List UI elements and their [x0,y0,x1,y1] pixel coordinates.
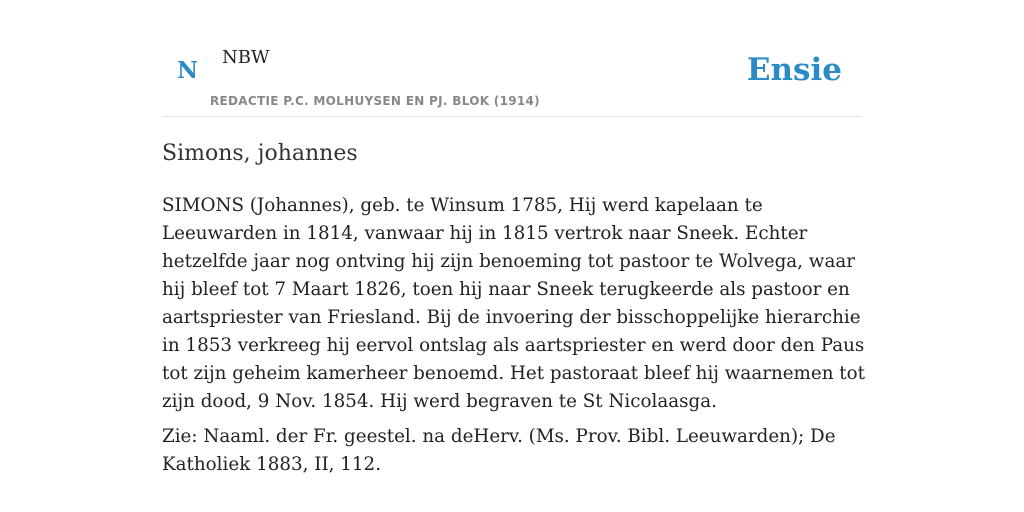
article-paragraph: SIMONS (Johannes), geb. te Winsum 1785, Hij werd kapelaan te Leeuwarden in 1814, vanwaar hij in 1815 vertrok naar Sneek. Echter hetzelfde jaar nog ontving hij zijn benoeming tot pastoor te Wolvega, waar hij bleef tot 7 Maart 1826, toen hij naar Sneek terugkeerde als pastoor en aartspriester van Friesland. Bij de invoering der bisschoppelijke hierarchie in 1853 verkreeg hij eervol ontslag als aartspriester en werd door den Paus tot zijn geheim kamerheer benoemd. Het pastoraat bleef hij waarnemen tot zijn dood, 9 Nov. 1854. Hij werd begraven te St Nicolaasga. [162,195,865,412]
article-reference: Zie: Naaml. der Fr. geestel. na deHerv. (Ms. Prov. Bibl. Leeuwarden); De Katholiek 1883, II, 112. [162,426,836,475]
ensie-logo[interactable]: Ensie [746,52,842,88]
source-subtitle: REDACTIE P.C. MOLHUYSEN EN PJ. BLOK (1914) [210,94,540,108]
article-body [162,192,867,486]
source-header [162,0,862,117]
source-logo-icon[interactable]: N [177,57,199,84]
source-name[interactable]: NBW [222,47,270,68]
article-title: Simons, johannes [162,141,358,166]
